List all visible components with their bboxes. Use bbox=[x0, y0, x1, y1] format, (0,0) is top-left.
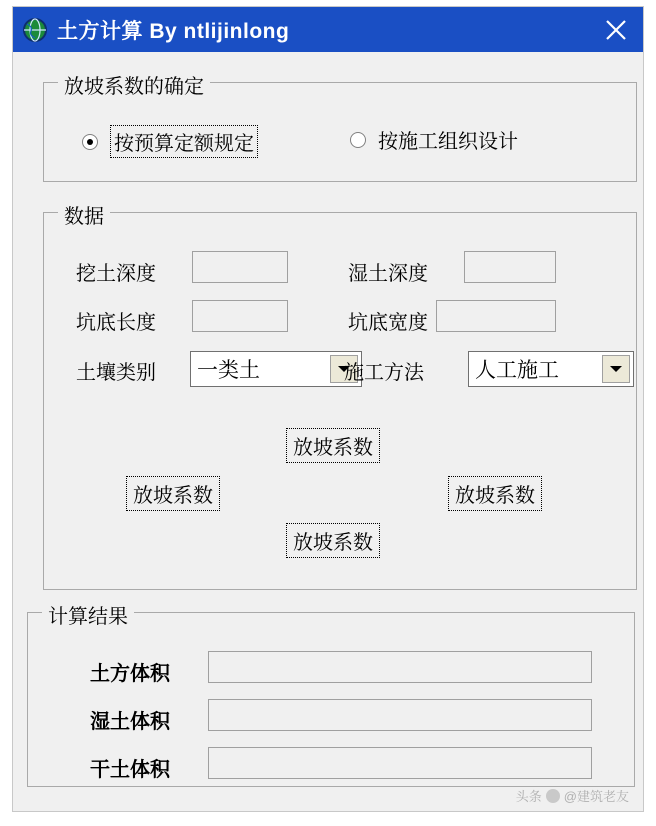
construction-method-value: 人工施工 bbox=[475, 359, 559, 382]
result-group bbox=[27, 606, 635, 787]
earth-volume-label: 土方体积 bbox=[90, 663, 170, 685]
radio-construction-indicator[interactable] bbox=[350, 132, 366, 148]
soil-type-label: 土壤类别 bbox=[76, 362, 156, 384]
radio-construction-label: 按施工组织设计 bbox=[378, 131, 518, 153]
pit-width-label: 坑底宽度 bbox=[348, 312, 428, 334]
radio-option-budget[interactable] bbox=[82, 125, 258, 158]
title-bar bbox=[13, 7, 643, 52]
watermark bbox=[516, 786, 629, 805]
slope-determination-group bbox=[43, 76, 637, 182]
earth-volume-output[interactable] bbox=[208, 651, 592, 683]
radio-option-construction[interactable] bbox=[350, 125, 518, 154]
watermark-prefix: 头条 bbox=[515, 789, 542, 804]
radio-budget-indicator[interactable] bbox=[82, 134, 98, 150]
data-group-title: 数据 bbox=[58, 200, 110, 229]
wet-volume-label: 湿土体积 bbox=[90, 711, 170, 733]
result-group-title: 计算结果 bbox=[42, 600, 134, 629]
globe-icon bbox=[22, 17, 48, 43]
window-title: 土方计算 By ntlijinlong bbox=[57, 19, 290, 43]
slope-coefficient-left: 放坡系数 bbox=[126, 476, 220, 511]
slope-coefficient-top: 放坡系数 bbox=[286, 428, 380, 463]
dry-volume-output[interactable] bbox=[208, 747, 592, 779]
radio-budget-label: 按预算定额规定 bbox=[110, 125, 258, 158]
pit-length-input[interactable] bbox=[192, 300, 288, 332]
wet-volume-output[interactable] bbox=[208, 699, 592, 731]
slope-determination-title: 放坡系数的确定 bbox=[58, 70, 210, 99]
watermark-suffix: @建筑老友 bbox=[563, 789, 629, 804]
wet-depth-input[interactable] bbox=[464, 251, 556, 283]
soil-type-value: 一类土 bbox=[197, 359, 260, 382]
watermark-dot-icon bbox=[546, 789, 560, 803]
dry-volume-label: 干土体积 bbox=[90, 759, 170, 781]
slope-coefficient-bottom: 放坡系数 bbox=[286, 523, 380, 558]
data-group bbox=[43, 206, 637, 590]
dig-depth-input[interactable] bbox=[192, 251, 288, 283]
wet-depth-label: 湿土深度 bbox=[348, 263, 428, 285]
close-button[interactable] bbox=[589, 7, 643, 52]
pit-width-input[interactable] bbox=[436, 300, 556, 332]
construction-method-label: 施工方法 bbox=[344, 362, 424, 384]
application-window bbox=[12, 6, 644, 812]
chevron-down-icon[interactable] bbox=[602, 355, 630, 383]
slope-coefficient-right: 放坡系数 bbox=[448, 476, 542, 511]
dig-depth-label: 挖土深度 bbox=[76, 263, 156, 285]
soil-type-select[interactable] bbox=[190, 351, 362, 387]
construction-method-select[interactable] bbox=[468, 351, 634, 387]
pit-length-label: 坑底长度 bbox=[76, 312, 156, 334]
